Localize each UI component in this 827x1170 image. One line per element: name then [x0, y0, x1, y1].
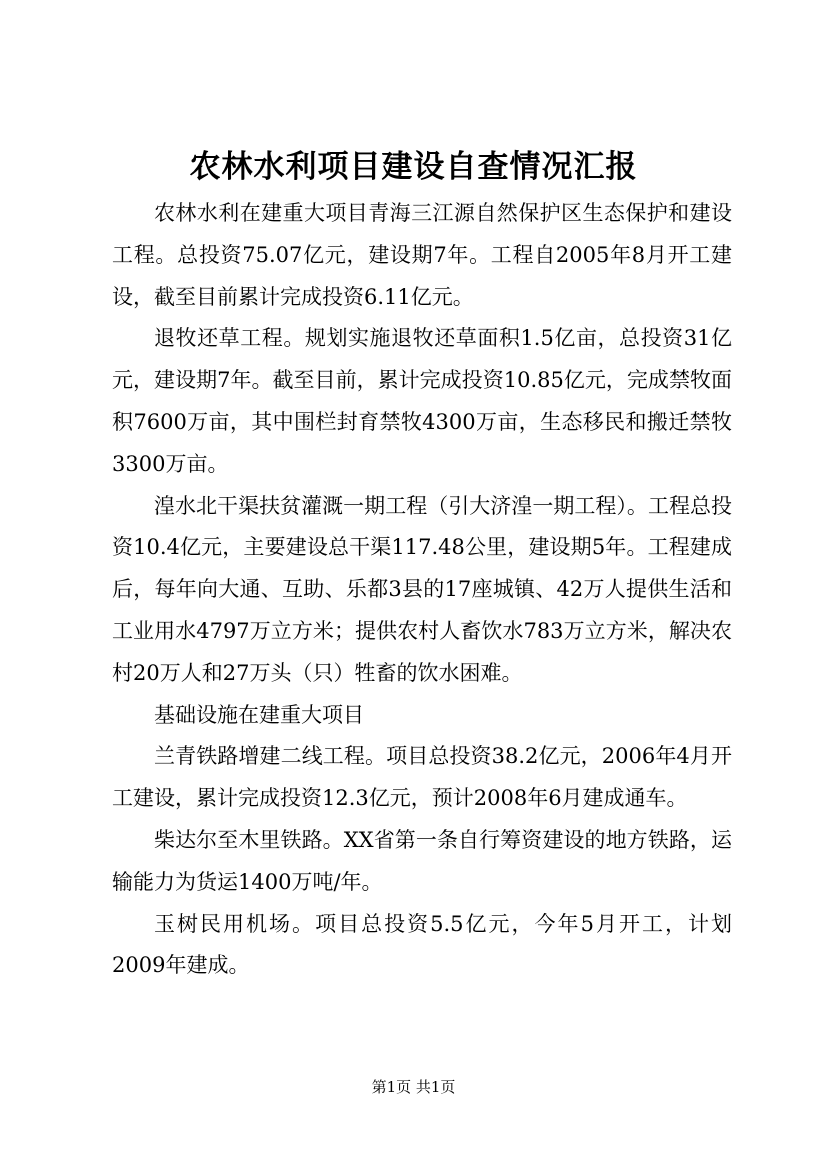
paragraph-grassland-restoration: 退牧还草工程。规划实施退牧还草面积1.5亿亩，总投资31亿元，建设期7年。截至目前，累计完成投资10.85亿元，完成禁牧面积7600万亩，其中围栏封育禁牧4300万亩，生态移民和搬迁禁牧3300万亩。	[112, 326, 732, 476]
paragraph-sanjiangyuan: 农林水利在建重大项目青海三江源自然保护区生态保护和建设工程。总投资75.07亿元，建设期7年。工程自2005年8月开工建设，截至目前累计完成投资6.11亿元。	[112, 201, 732, 309]
paragraph-chaidaer-railway: 柴达尔至木里铁路。XX省第一条自行筹资建设的地方铁路，运输能力为货运1400万吨/年。	[112, 827, 732, 894]
document-title: 农林水利项目建设自查情况汇报	[189, 149, 638, 185]
paragraph-infrastructure-heading: 基础设施在建重大项目	[154, 702, 364, 727]
page-footer: 第1页 共1页	[371, 1078, 456, 1096]
paragraph-lanqing-railway: 兰青铁路增建二线工程。项目总投资38.2亿元，2006年4月开工建设，累计完成投资12.3亿元，预计2008年6月建成通车。	[112, 744, 732, 811]
document-body	[112, 193, 732, 987]
paragraph-huangshui-canal: 湟水北干渠扶贫灌溉一期工程（引大济湟一期工程）。工程总投资10.4亿元，主要建设总干渠117.48公里，建设期5年。工程建成后，每年向大通、互助、乐都3县的17座城镇、42万人提供生活和工业用水4797万立方米；提供农村人畜饮水783万立方米，解决农村20万人和27万头（只）牲畜的饮水困难。	[112, 493, 732, 685]
paragraph-yushu-airport: 玉树民用机场。项目总投资5.5亿元，今年5月开工，计划2009年建成。	[112, 911, 732, 978]
